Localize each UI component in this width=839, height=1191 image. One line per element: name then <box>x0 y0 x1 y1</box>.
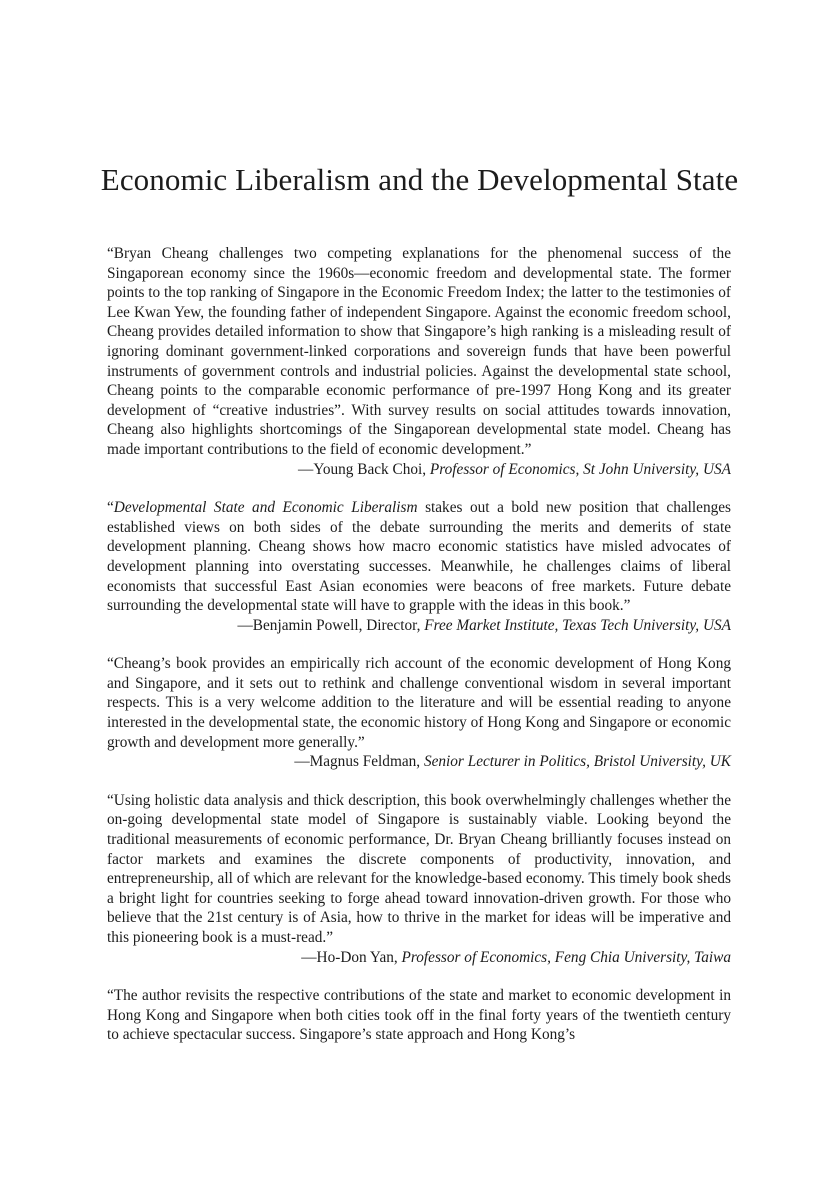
endorsement-affiliation: Professor of Economics, St John University, USA <box>429 460 731 478</box>
page-title: Economic Liberalism and the Developmental State <box>100 162 739 197</box>
endorsements <box>107 244 731 1064</box>
quote-open-mark: “ <box>107 499 114 517</box>
endorsement-feldman <box>107 654 731 772</box>
endorsement-quote: “Cheang’s book provides an empirically rich account of the economic development of Hong Kong and Singapore, and it sets out to rethink and challenge conventional wisdom in several important respects. This is a very welcome addition to the literature and will be essential reading to anyone interested in the developmental state, the economic history of Hong Kong and Singapore or economic growth and development more generally.” <box>107 655 731 751</box>
endorsement-quote: “Bryan Cheang challenges two competing explanations for the phenomenal success of the Singaporean economy since the 1960s—economic freedom and developmental state. The former points to the top ranking of Singapore in the Economic Freedom Index; the latter to the testimonies of Lee Kwan Yew, the founding father of independent Singapore. Against the economic freedom school, Cheang provides detailed information to show that Singapore’s high ranking is a misleading result of ignoring dominant government-linked corporations and sovereign funds that have been powerful instruments of government controls and industrial policies. Against the developmental state school, Cheang points to the comparable economic performance of pre-1997 Hong Kong and its greater development of “creative industries”. With survey results on social attitudes towards innovation, Cheang also highlights shortcomings of the Singaporean developmental state model. Cheang has made important contributions to the field of economic development.” <box>107 245 731 458</box>
quoted-book-title: Developmental State and Economic Liberalism <box>113 499 418 517</box>
endorsement-powell <box>107 498 731 635</box>
endorsement-partial <box>107 986 731 1045</box>
endorsement-affiliation: Senior Lecturer in Politics, Bristol University, UK <box>423 753 731 771</box>
endorsement-author: —Magnus Feldman, <box>294 753 424 771</box>
endorsement-author: —Benjamin Powell, Director, <box>237 616 425 634</box>
endorsement-attribution <box>107 752 731 772</box>
endorsement-quote <box>107 498 731 616</box>
endorsement-attribution <box>107 460 731 480</box>
endorsement-quote: “The author revisits the respective contributions of the state and market to economic development in Hong Kong and Singapore when both cities took off in the final forty years of the twentieth century to achieve spectacular success. Singapore’s state approach and Hong Kong’s <box>107 987 731 1044</box>
endorsement-attribution <box>107 948 731 968</box>
endorsement-yan <box>107 791 731 967</box>
endorsement-quote: “Using holistic data analysis and thick description, this book overwhelmingly challenges whether the on-going developmental state model of Singapore is sustainably viable. Looking beyond the traditional measurements of economic performance, Dr. Bryan Cheang brilliantly focuses instead on factor markets and examines the discrete components of productivity, innovation, and entrepreneurship, all of which are relevant for the knowledge-based economy. This timely book sheds a bright light for countries seeking to forge ahead toward innovation-driven growth. For those who believe that the 21st century is of Asia, how to thrive in the market for ideas will be imperative and this pioneering book is a must-read.” <box>107 791 731 946</box>
endorsement-affiliation: Professor of Economics, Feng Chia University, Taiwa <box>401 948 731 966</box>
endorsement-attribution <box>107 616 731 636</box>
endorsement-choi <box>107 244 731 479</box>
endorsement-affiliation: Free Market Institute, Texas Tech University, USA <box>424 616 731 634</box>
endorsement-author: —Ho-Don Yan, <box>301 948 402 966</box>
endorsement-author: —Young Back Choi, <box>298 460 430 478</box>
quote-text: stakes out a bold new position that challenges established views on both sides of the debate surrounding the merits and demerits of state development planning. Cheang shows how macro economic statistics have misled advocates of development planning into overstating successes. Meanwhile, he challenges claims of liberal economists that successful East Asian economies were beacons of free markets. Future debate surrounding the developmental state will have to grapple with the ideas in this book.” <box>107 499 731 615</box>
